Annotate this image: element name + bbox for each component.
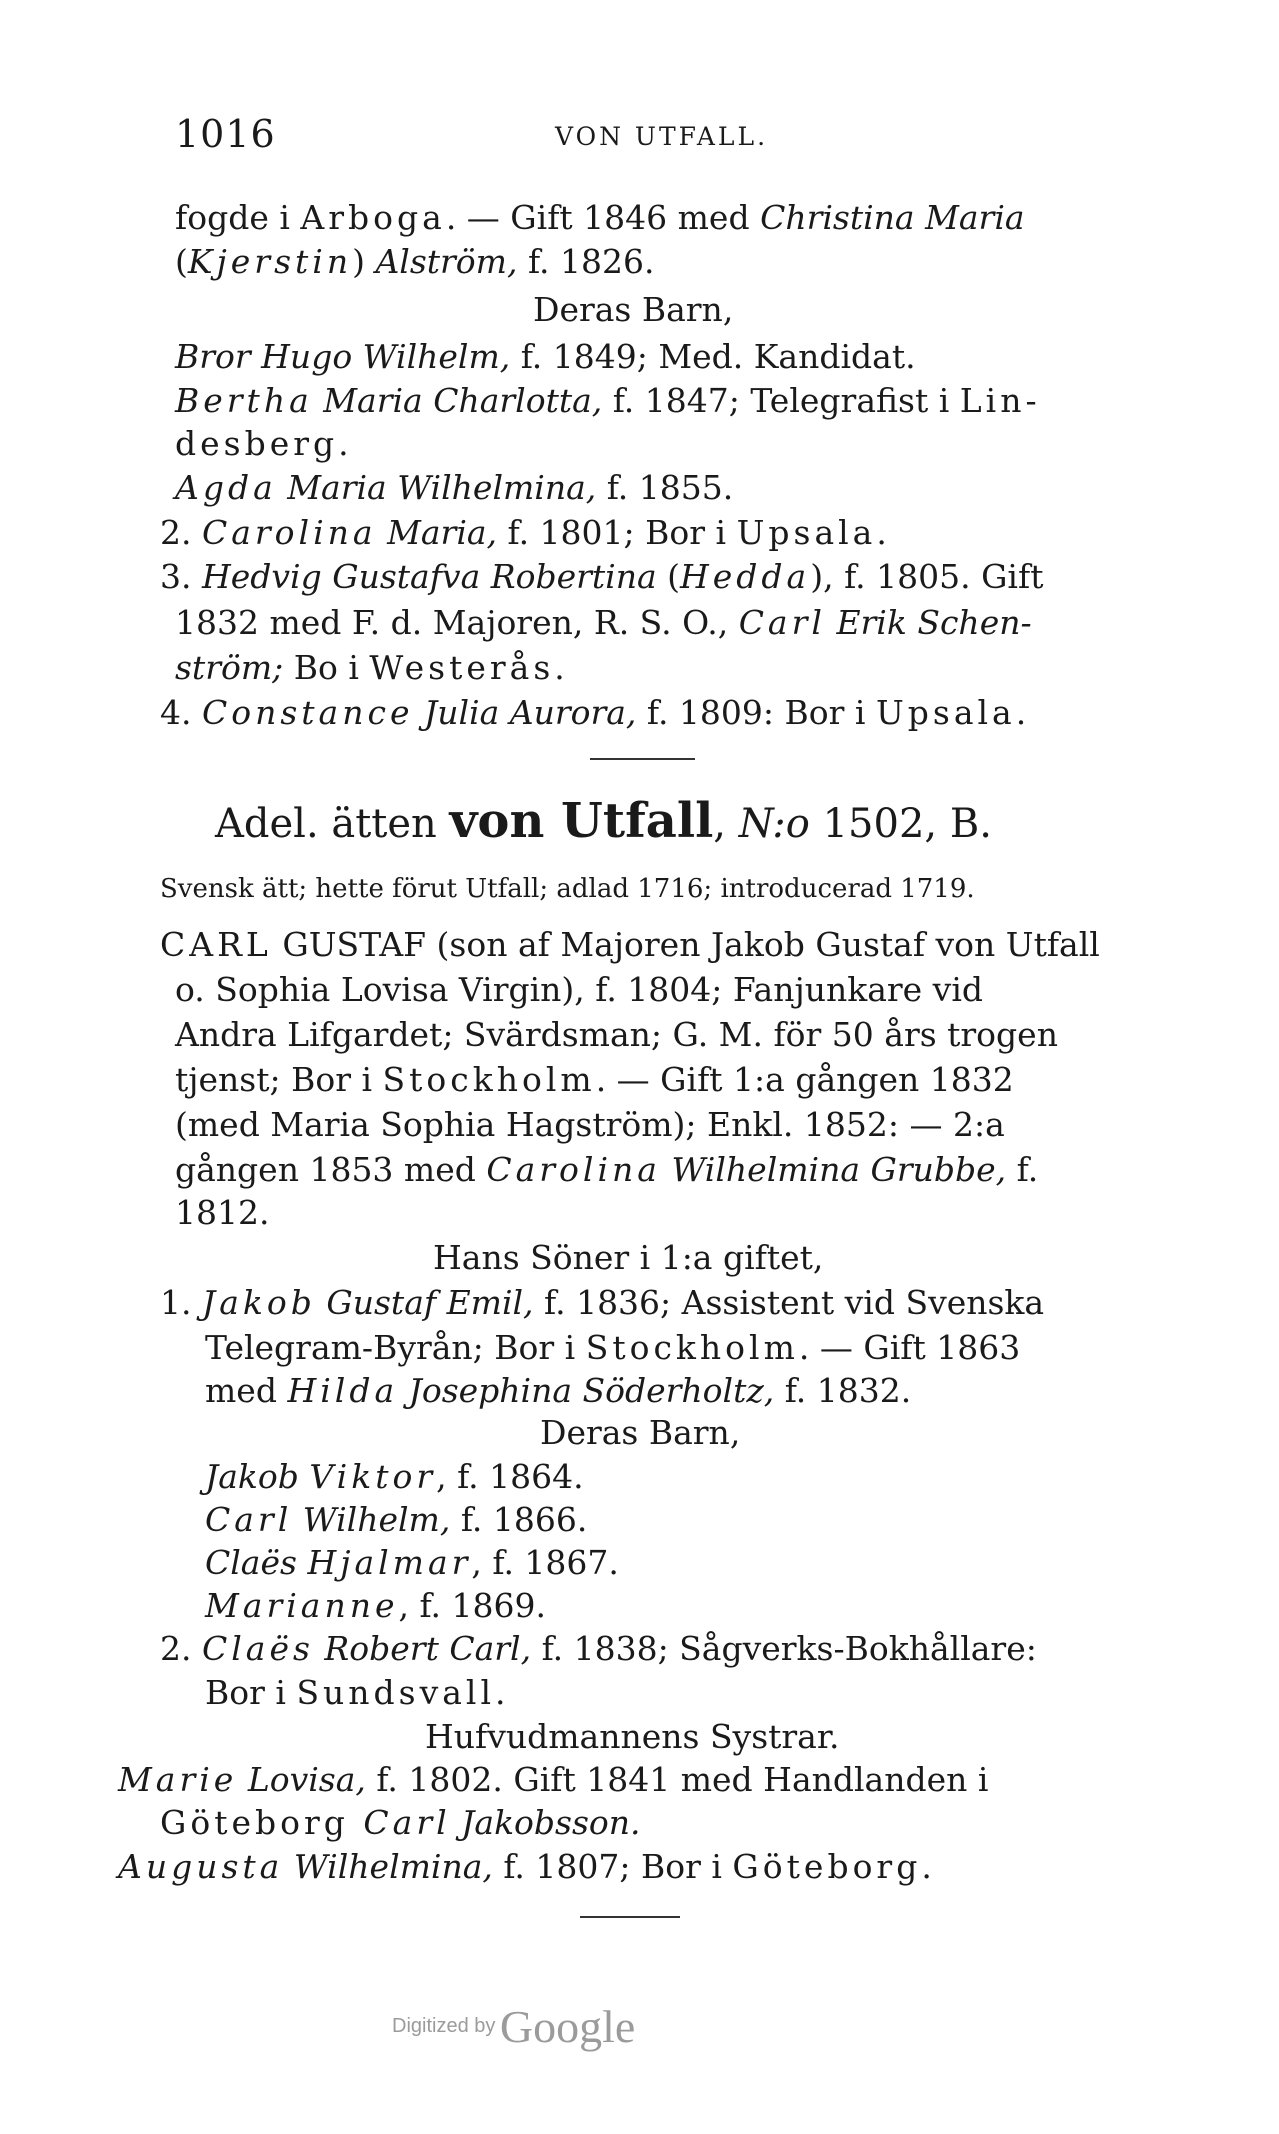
text-line-4: Bror Hugo Wilhelm, f. 1849; Med. Kandidat. [175, 337, 916, 376]
text-line-5: Bertha Maria Charlotta, f. 1847; Telegrafist i Lin- [175, 381, 1041, 420]
section-divider-bottom [580, 1916, 680, 1918]
text-line-15: Andra Lifgardet; Svärdsman; G. M. för 50 års trogen [175, 1015, 1058, 1054]
running-head: VON UTFALL. [555, 122, 769, 151]
text-line-8: 2. Carolina Maria, f. 1801; Bor i Upsala. [160, 513, 887, 552]
text-line-19: 1812. [175, 1193, 270, 1232]
text-line-33: Göteborg Carl Jakobsson. [160, 1803, 641, 1842]
watermark-prefix: Digitized by [392, 2015, 496, 2037]
text-line-24: Deras Barn, [540, 1413, 741, 1452]
text-line-18: gången 1853 med Carolina Wilhelmina Grubbe, f. [175, 1150, 1039, 1189]
text-line-25: Jakob Viktor, f. 1864. [205, 1457, 584, 1496]
text-line-29: 2. Claës Robert Carl, f. 1838; Sågverks-Bokhållare: [160, 1629, 1037, 1668]
text-line-7: Agda Maria Wilhelmina, f. 1855. [175, 468, 734, 507]
text-line-28: Marianne, f. 1869. [205, 1586, 546, 1625]
text-line-14: o. Sophia Lovisa Virgin), f. 1804; Fanjunkare vid [175, 970, 984, 1009]
text-line-11: ström; Bo i Westerås. [175, 648, 565, 687]
section-divider-top [590, 758, 695, 760]
text-line-10: 1832 med F. d. Majoren, R. S. O., Carl Erik Schen- [175, 603, 1032, 642]
text-line-16: tjenst; Bor i Stockholm. — Gift 1:a gången 1832 [175, 1060, 1014, 1099]
text-line-34: Augusta Wilhelmina, f. 1807; Bor i Göteborg. [118, 1847, 932, 1886]
text-line-23: med Hilda Josephina Söderholtz, f. 1832. [205, 1371, 912, 1410]
text-line-13: CARL GUSTAF (son af Majoren Jakob Gustaf von Utfall [160, 925, 1100, 964]
text-line-17: (med Maria Sophia Hagström); Enkl. 1852: — 2:a [175, 1105, 1005, 1144]
text-line-27: Claës Hjalmar, f. 1867. [205, 1543, 619, 1582]
text-line-31: Hufvudmannens Systrar. [425, 1717, 840, 1756]
text-line-6: desberg. [175, 424, 349, 463]
page-header [175, 112, 1125, 162]
text-line-2: (Kjerstin) Alström, f. 1826. [175, 242, 655, 281]
text-line-9: 3. Hedvig Gustafva Robertina (Hedda), f. 1805. Gift [160, 557, 1044, 596]
page-number: 1016 [175, 112, 276, 156]
text-line-21: 1. Jakob Gustaf Emil, f. 1836; Assistent vid Svenska [160, 1283, 1045, 1322]
text-line-32: Marie Lovisa, f. 1802. Gift 1841 med Handlanden i [118, 1760, 989, 1799]
text-line-30: Bor i Sundsvall. [205, 1673, 506, 1712]
section-subtitle: Svensk ätt; hette förut Utfall; adlad 1716; introducerad 1719. [160, 874, 975, 904]
text-line-20: Hans Söner i 1:a giftet, [433, 1238, 824, 1277]
section-title: Adel. ätten von Utfall, N:o 1502, B. [215, 793, 992, 849]
text-line-26: Carl Wilhelm, f. 1866. [205, 1500, 588, 1539]
google-logo: Google [499, 2001, 636, 2052]
digitized-watermark [392, 2000, 635, 2053]
text-line-12: 4. Constance Julia Aurora, f. 1809: Bor i Upsala. [160, 693, 1027, 732]
text-line-1: fogde i Arboga. — Gift 1846 med Christina Maria [175, 198, 1025, 237]
text-line-3: Deras Barn, [533, 290, 734, 329]
text-line-22: Telegram-Byrån; Bor i Stockholm. — Gift 1863 [205, 1328, 1021, 1367]
